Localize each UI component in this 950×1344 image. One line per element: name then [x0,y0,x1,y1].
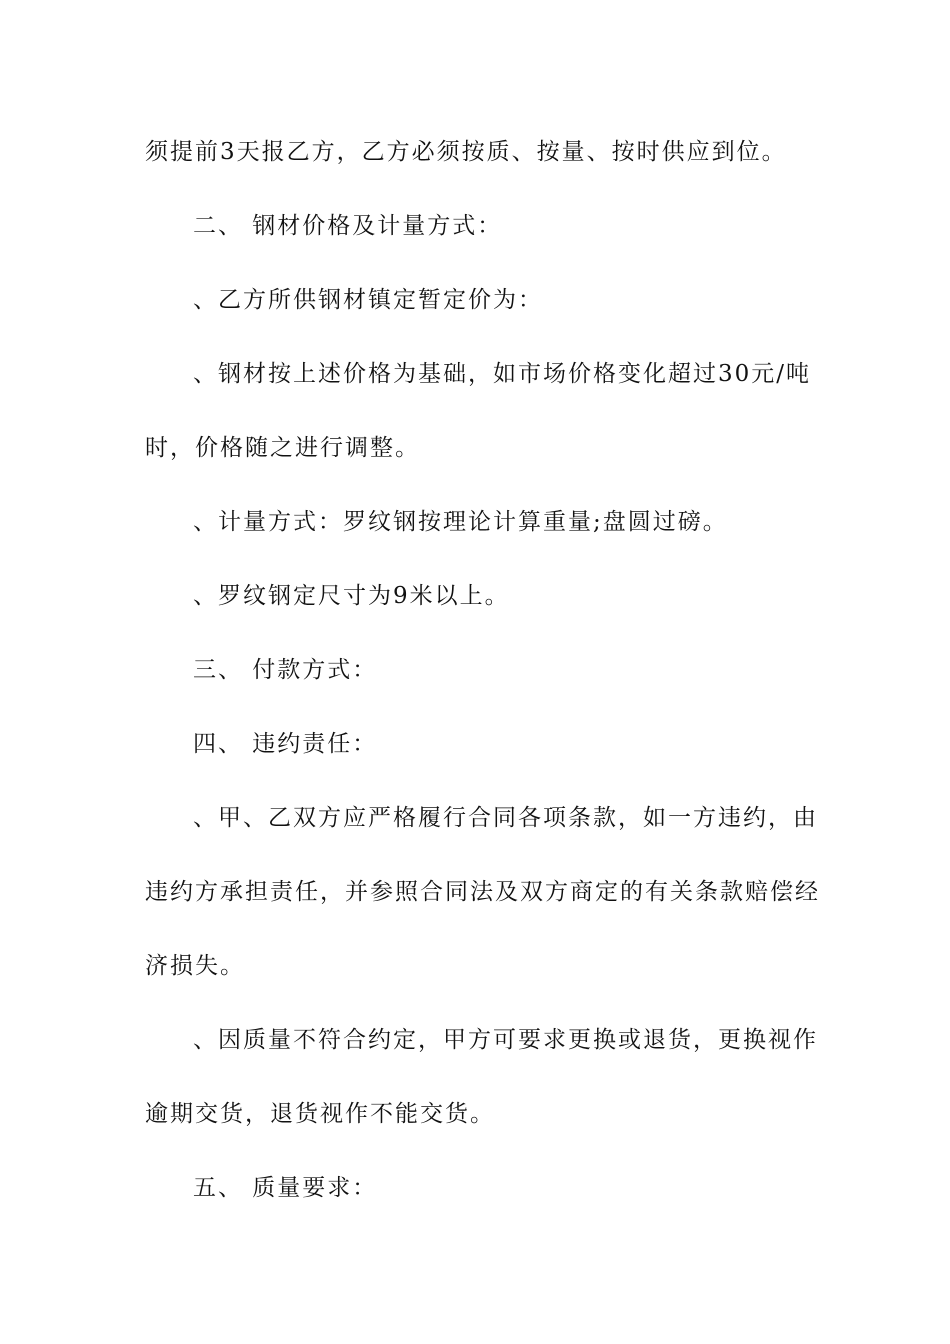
paragraph-line: 、罗纹钢定尺寸为9米以上。 [193,583,510,609]
paragraph-line: 济损失。 [145,953,245,979]
section-heading-2: 二、 钢材价格及计量方式： [193,213,503,239]
paragraph-line: 违约方承担责任，并参照合同法及双方商定的有关条款赔偿经 [145,879,820,905]
paragraph-line: 、乙方所供钢材镇定暂定价为： [193,287,543,313]
paragraph-line: 、计量方式：罗纹钢按理论计算重量;盘圆过磅。 [193,509,728,535]
paragraph-line: 须提前3天报乙方，乙方必须按质、按量、按时供应到位。 [145,139,787,165]
paragraph-line: 时，价格随之进行调整。 [145,435,420,461]
section-heading-5: 五、 质量要求： [193,1175,378,1201]
section-heading-4: 四、 违约责任： [193,731,378,757]
paragraph-line: 、钢材按上述价格为基础，如市场价格变化超过30元/吨 [193,361,812,387]
section-heading-3: 三、 付款方式： [193,657,378,683]
paragraph-line: 、甲、乙双方应严格履行合同各项条款，如一方违约，由 [193,805,818,831]
paragraph-line: 逾期交货，退货视作不能交货。 [145,1101,495,1127]
paragraph-line: 、因质量不符合约定，甲方可要求更换或退货，更换视作 [193,1027,818,1053]
